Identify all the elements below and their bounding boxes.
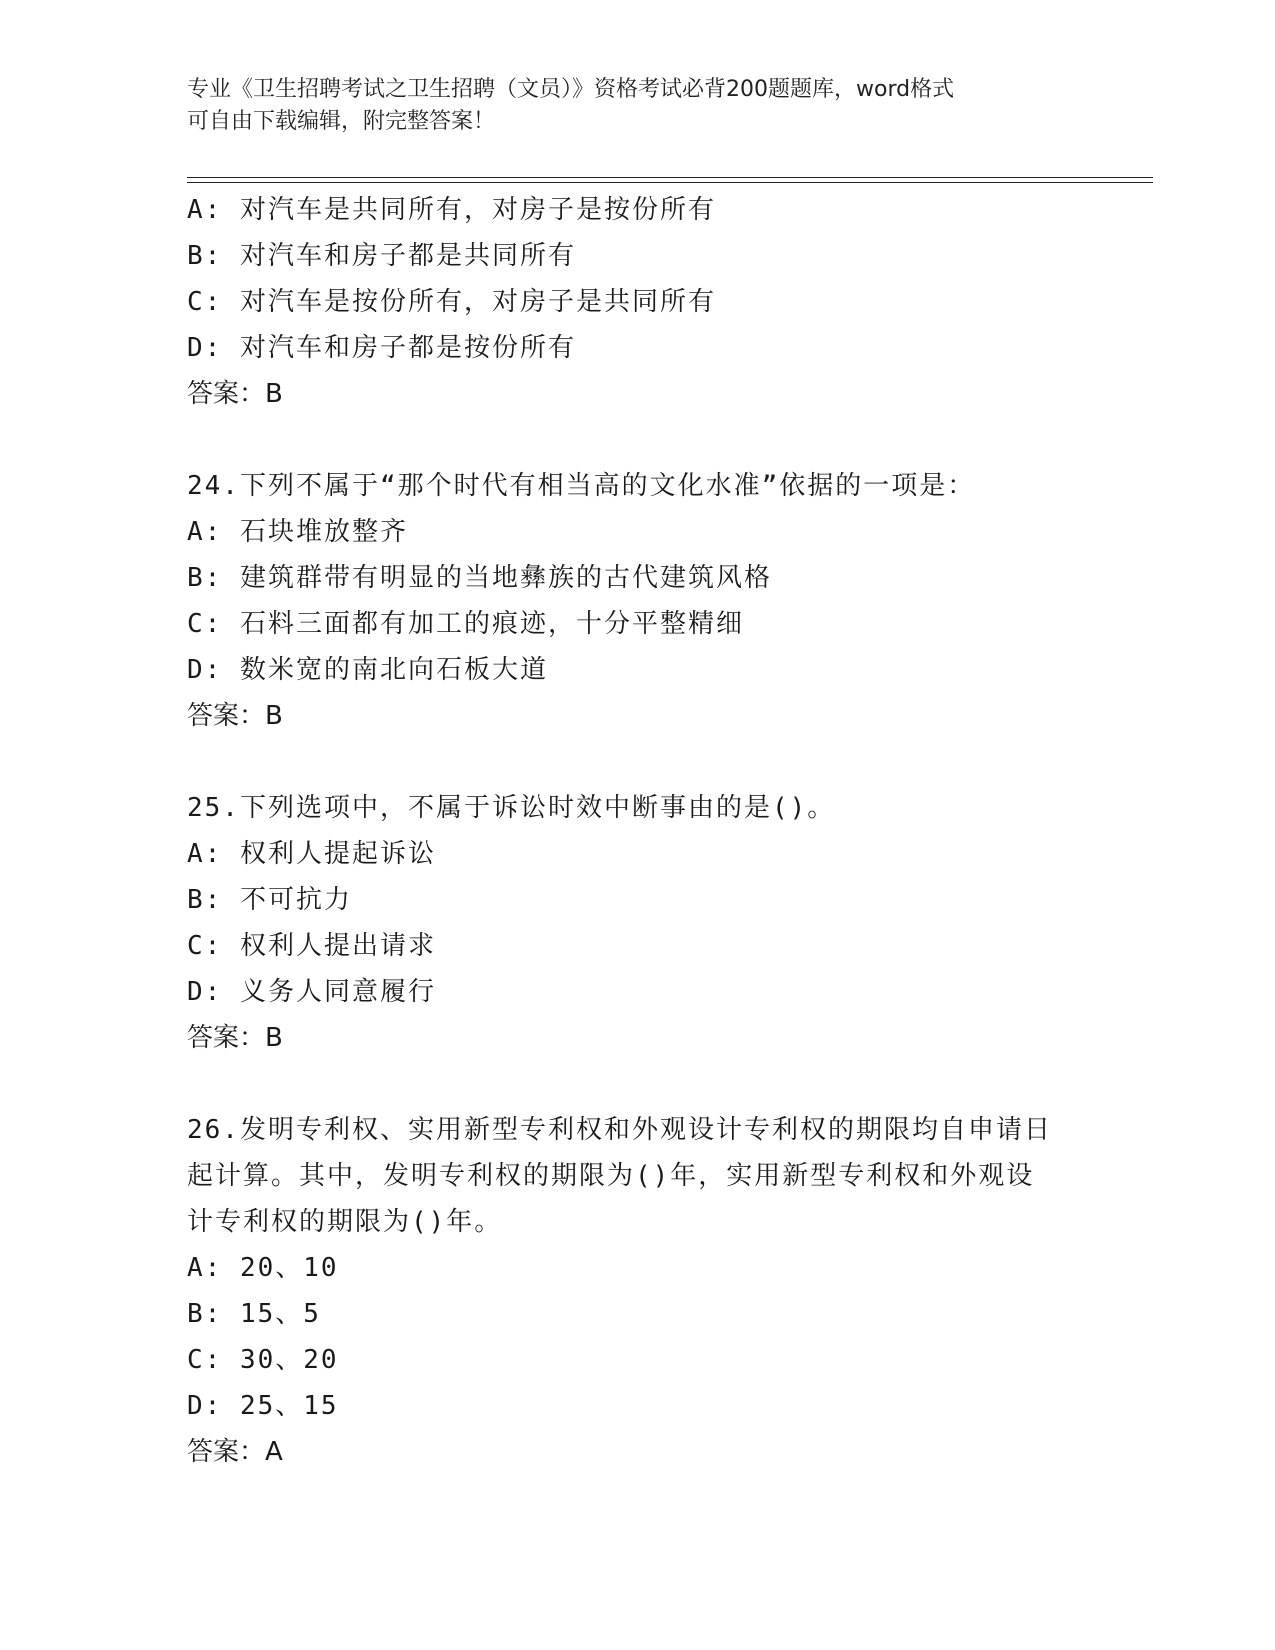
option-a: A: 对汽车是共同所有，对房子是按份所有 (187, 195, 716, 225)
question-24 (187, 463, 1087, 739)
question-text-line-3: 计专利权的期限为()年。 (187, 1207, 503, 1237)
option-b: B: 不可抗力 (187, 885, 352, 915)
answer: 答案：A (187, 1437, 283, 1467)
option-c: C: 权利人提出请求 (187, 931, 436, 961)
option-a: A: 权利人提起诉讼 (187, 839, 436, 869)
option-a: A: 石块堆放整齐 (187, 517, 408, 547)
question-text: 25.下列选项中，不属于诉讼时效中断事由的是()。 (187, 793, 836, 823)
option-a: A: 20、10 (187, 1253, 339, 1283)
option-c: C: 30、20 (187, 1345, 339, 1375)
spacer (187, 739, 1087, 785)
header-line-1: 专业《卫生招聘考试之卫生招聘（文员）》资格考试必背200题题库，word格式 (187, 77, 955, 102)
option-c: C: 石料三面都有加工的痕迹，十分平整精细 (187, 609, 744, 639)
option-d: D: 数米宽的南北向石板大道 (187, 655, 548, 685)
option-d: D: 25、15 (187, 1391, 339, 1421)
header-rule-bottom (187, 182, 1153, 183)
spacer (187, 1061, 1087, 1107)
header-rule-top (187, 177, 1153, 178)
document-header (187, 74, 1087, 138)
header-line-2: 可自由下载编辑，附完整答案！ (187, 109, 496, 134)
option-d: D: 义务人同意履行 (187, 977, 436, 1007)
answer: 答案：B (187, 379, 283, 409)
question-list (187, 187, 1087, 1475)
option-d: D: 对汽车和房子都是按份所有 (187, 333, 576, 363)
question-25 (187, 785, 1087, 1061)
question-26 (187, 1107, 1087, 1475)
option-b: B: 15、5 (187, 1299, 321, 1329)
answer: 答案：B (187, 1023, 283, 1053)
option-b: B: 建筑群带有明显的当地彝族的古代建筑风格 (187, 563, 772, 593)
answer: 答案：B (187, 701, 283, 731)
spacer (187, 417, 1087, 463)
question-text-line-1: 26.发明专利权、实用新型专利权和外观设计专利权的期限均自申请日 (187, 1115, 1052, 1145)
question-text: 24.下列不属于“那个时代有相当高的文化水准”依据的一项是： (187, 471, 976, 501)
option-c: C: 对汽车是按份所有，对房子是共同所有 (187, 287, 716, 317)
question-23 (187, 187, 1087, 417)
question-text-line-2: 起计算。其中，发明专利权的期限为()年，实用新型专利权和外观设 (187, 1161, 1035, 1191)
option-b: B: 对汽车和房子都是共同所有 (187, 241, 576, 271)
